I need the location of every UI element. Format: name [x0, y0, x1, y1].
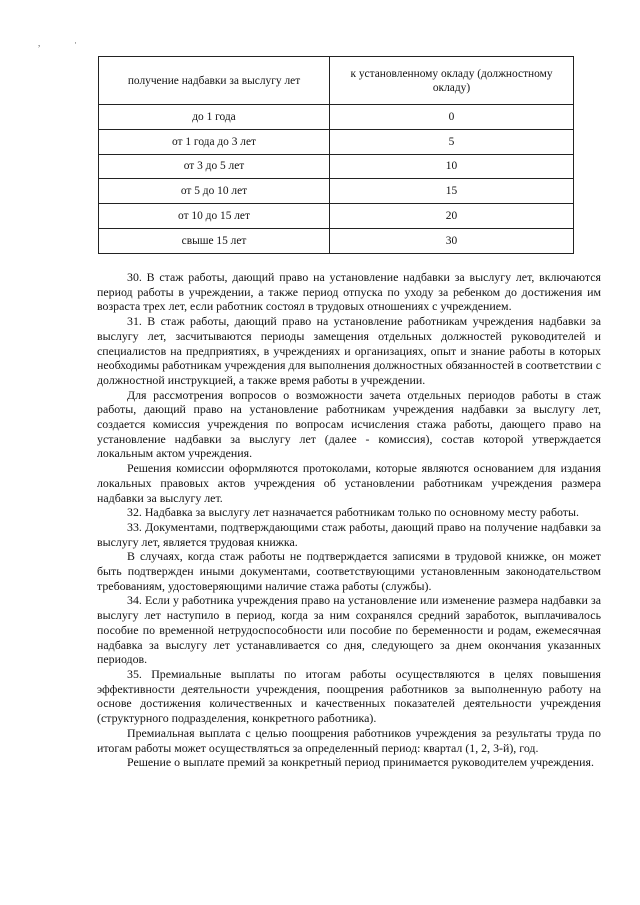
table-cell-period: свыше 15 лет: [99, 228, 330, 253]
table-row: [99, 154, 574, 179]
table-cell-period: от 5 до 10 лет: [99, 179, 330, 204]
paragraph-bonus-decision: Решение о выплате премий за конкретный период принимается руководителем учреждения.: [127, 755, 594, 770]
table-cell-period: от 3 до 5 лет: [99, 154, 330, 179]
table-header-cell: к установленному окладу (должностному окладу): [330, 57, 574, 105]
paragraph-32: 32. Надбавка за выслугу лет назначается работникам только по основному месту работы.: [127, 505, 579, 520]
table-row: [99, 228, 574, 253]
paragraph-commission-decisions: Решения комиссии оформляются протоколами, которые являются основанием для издания локальных правовых актов учреждения об установлении работникам учреждения размера надбавки за выслугу лет.: [97, 461, 601, 505]
paragraph-34: 34. Если у работника учреждения право на установление или изменение размера надбавки за выслугу лет наступило в период, когда за ним сохранялся средний заработок, выплачивалось пособие по временной нетрудоспособности или пособие по беременности и родам, ежемесячная надбавка за выслугу лет устанавливается со дня, следующего за днем окончания указанных периодов.: [97, 593, 601, 667]
table-cell-percent: 15: [330, 179, 574, 204]
paragraph-30: 30. В стаж работы, дающий право на установление надбавки за выслугу лет, включаются период работы в учреждении, а также период отпуска по уходу за ребенком до достижения им возраста трех лет, если работник состоял в трудовых отношениях с учреждением.: [97, 270, 601, 314]
paragraph-33-other-docs: В случаях, когда стаж работы не подтверждается записями в трудовой книжке, он может быть подтвержден иными документами, соответствующими установленным законодательством требованиям, удостоверяющими наличие стажа работы (службы).: [97, 549, 601, 593]
table-cell-percent: 10: [330, 154, 574, 179]
table-row: [99, 179, 574, 204]
scan-speck: ·: [74, 38, 77, 48]
paragraph-33: 33. Документами, подтверждающими стаж работы, дающий право на получение надбавки за выслугу лет, является трудовая книжка.: [97, 519, 601, 549]
table-cell-period: до 1 года: [99, 105, 330, 130]
paragraph-commission: Для рассмотрения вопросов о возможности зачета отдельных периодов работы в стаж работы, дающий право на установление работникам учреждения надбавки за выслугу лет, создается комиссия учреждения по вопросам исчисления стажа работы, дающего право на установление надбавки за выслугу лет (далее - комиссия), состав которой утверждается локальным актом учреждения.: [97, 387, 601, 461]
seniority-bonus-table: [98, 56, 574, 254]
table-row: [99, 204, 574, 229]
scan-speck: ,: [38, 38, 41, 48]
document-body: [97, 270, 601, 770]
table-cell-period: от 10 до 15 лет: [99, 204, 330, 229]
table-row: [99, 129, 574, 154]
paragraph-31: 31. В стаж работы, дающий право на установление работникам учреждения надбавки за выслугу лет, засчитываются периоды замещения отдельных должностей руководителей и специалистов на предприятиях, в учреждениях и организациях, опыт и знание работы в которых необходимы работникам учреждения для выполнения должностных обязанностей в соответствии с должностной инструкцией, а также время работы в учреждении.: [97, 314, 601, 387]
table-cell-period: от 1 года до 3 лет: [99, 129, 330, 154]
table-header-cell: получение надбавки за выслугу лет: [99, 57, 330, 105]
table-cell-percent: 20: [330, 204, 574, 229]
table-row: [99, 105, 574, 130]
table-header-row: [99, 57, 574, 105]
table-cell-percent: 5: [330, 129, 574, 154]
table-cell-percent: 30: [330, 228, 574, 253]
paragraph-bonus-period: Премиальная выплата с целью поощрения работников учреждения за результаты труда по итогам работы может осуществляться за определенный период: квартал (1, 2, 3-й), год.: [97, 725, 601, 755]
paragraph-35: 35. Премиальные выплаты по итогам работы осуществляются в целях повышения эффективности деятельности учреждения, поощрения работников за выполненную работу на основе достижения количественных и качественных показателей деятельности учреждения (структурного подразделения, конкретного работника).: [97, 666, 601, 726]
table-cell-percent: 0: [330, 105, 574, 130]
